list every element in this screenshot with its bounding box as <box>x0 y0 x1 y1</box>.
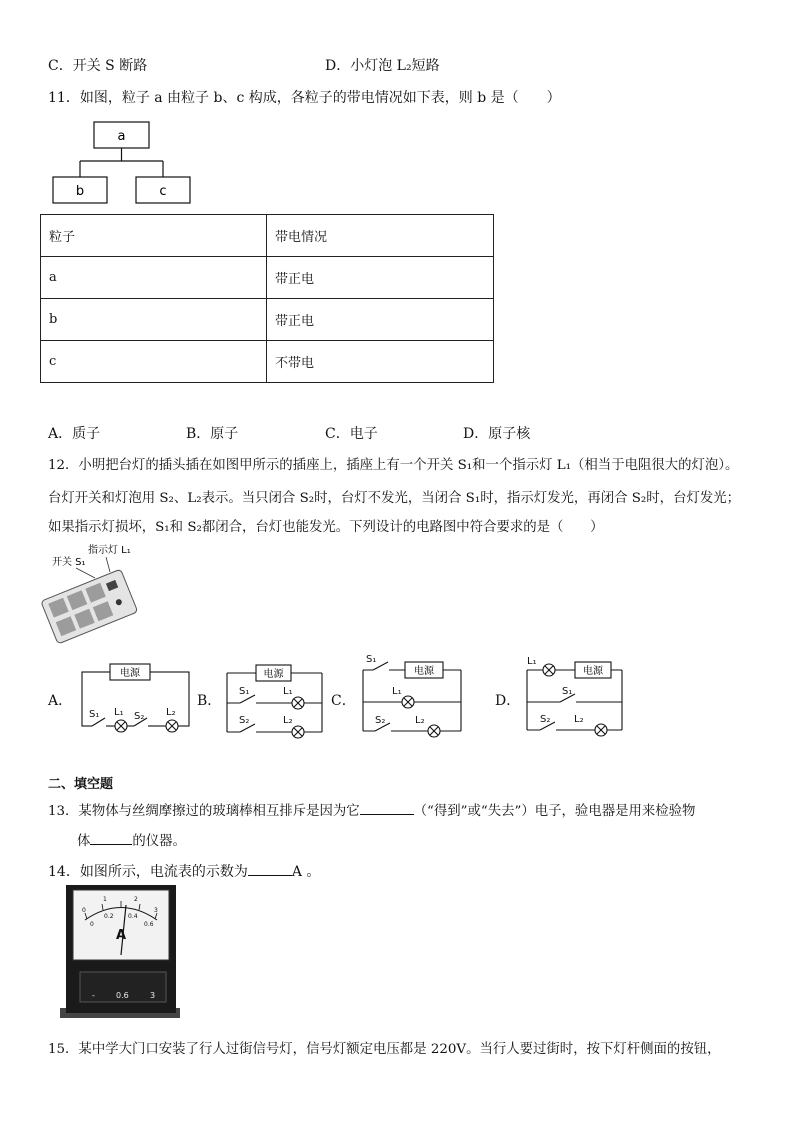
q14-text-a: 14．如图所示，电流表的示数为 <box>48 864 248 880</box>
switch-label: 开关 S₁ <box>52 557 86 568</box>
q12-line-3: 如果指示灯损坏，S₁和 S₂都闭合，台灯也能发光。下列设计的电路图中符合要求的是（ ） <box>48 520 604 535</box>
q13-text-b: （“得到”或“失去”）电子，验电器是用来检验物 <box>413 804 696 819</box>
terminal-label: 3 <box>150 991 156 1000</box>
label-l2: L₂ <box>283 715 293 726</box>
scale-top-tick: 2 <box>134 896 138 903</box>
label-l1: L₁ <box>283 686 293 697</box>
terminal-label: - <box>92 991 95 1000</box>
table-header-cell: 粒子 <box>41 215 267 257</box>
q10-option-c: C．开关 S 断路 <box>48 58 148 74</box>
q11-option-b: B．原子 <box>186 426 239 442</box>
label-l1: L₁ <box>114 707 124 718</box>
q12-option-c: C． <box>331 693 356 709</box>
table-header-cell: 带电情况 <box>267 215 494 257</box>
table-cell: c <box>41 341 267 383</box>
scale-bottom-tick: 0.6 <box>144 921 154 928</box>
label-l2: L₂ <box>574 714 584 725</box>
section-title: 二、填空题 <box>48 777 114 792</box>
q13-text-a: 13．某物体与丝绸摩擦过的玻璃棒相互排斥是因为它 <box>48 804 360 819</box>
scale-bottom-tick: 0.2 <box>104 913 114 920</box>
label-s2: S₂ <box>375 715 386 726</box>
q11-option-c: C．电子 <box>325 426 378 442</box>
table-cell: b <box>41 299 267 341</box>
scale-bottom-tick: 0.4 <box>128 913 138 920</box>
label-s2: S₂ <box>239 715 250 726</box>
q14-text-b: A 。 <box>291 864 321 880</box>
label-s2: S₂ <box>134 711 145 722</box>
terminal-label: 0.6 <box>116 991 129 1000</box>
scale-top-tick: 3 <box>154 907 158 914</box>
label-s1: S₁ <box>562 686 573 697</box>
table-cell: 带正电 <box>267 299 494 341</box>
label-l1: L₁ <box>392 686 402 697</box>
label-s1: S₁ <box>89 709 100 720</box>
label-s1: S₁ <box>239 686 250 697</box>
power-label: 电源 <box>263 669 284 680</box>
box-a-label: a <box>117 129 126 144</box>
box-b-label: b <box>75 184 85 199</box>
label-l2: L₂ <box>415 715 425 726</box>
table-cell: 带正电 <box>267 257 494 299</box>
q11-option-d: D．原子核 <box>463 426 531 442</box>
q15-line: 15．某中学大门口安装了行人过街信号灯，信号灯额定电压都是 220V。当行人要过街时，按下灯杆侧面的按钮， <box>48 1042 721 1057</box>
indicator-label: 指示灯 L₁ <box>88 545 131 556</box>
q12-option-b: B． <box>197 693 222 709</box>
table-cell: 不带电 <box>267 341 494 383</box>
box-c-label: c <box>159 184 167 199</box>
q13-text-c: 体 <box>77 834 91 849</box>
q13-text-d: 的仪器。 <box>132 834 186 849</box>
power-label: 电源 <box>120 668 140 679</box>
label-l2: L₂ <box>166 707 176 718</box>
q11-stem: 11．如图，粒子 a 由粒子 b、c 构成，各粒子的带电情况如下表，则 b 是（ ） <box>48 90 561 106</box>
q12-option-a: A． <box>48 693 73 709</box>
table-cell: a <box>41 257 267 299</box>
q12-line-1: 12．小明把台灯的插头插在如图甲所示的插座上，插座上有一个开关 S₁和一个指示灯 L₁（相当于电阻很大的灯泡）。 <box>48 458 739 473</box>
q10-option-d: D．小灯泡 L₂短路 <box>325 58 440 74</box>
scale-bottom-tick: 0 <box>90 921 94 928</box>
label-s2: S₂ <box>540 714 551 725</box>
scale-top-tick: 1 <box>103 896 107 903</box>
q12-line-2: 台灯开关和灯泡用 S₂、L₂表示。当只闭合 S₂时，台灯不发光，当闭合 S₁时，指示灯发光，再闭合 S₂时，台灯发光； <box>48 491 741 506</box>
label-l1: L₁ <box>527 656 537 667</box>
q11-option-a: A．质子 <box>48 426 101 442</box>
meter-unit: A <box>116 928 127 943</box>
label-s1: S₁ <box>366 654 377 665</box>
power-label: 电源 <box>414 666 434 677</box>
scale-top-tick: 0 <box>82 907 86 914</box>
power-label: 电源 <box>583 666 603 677</box>
q12-option-d: D． <box>495 693 521 709</box>
